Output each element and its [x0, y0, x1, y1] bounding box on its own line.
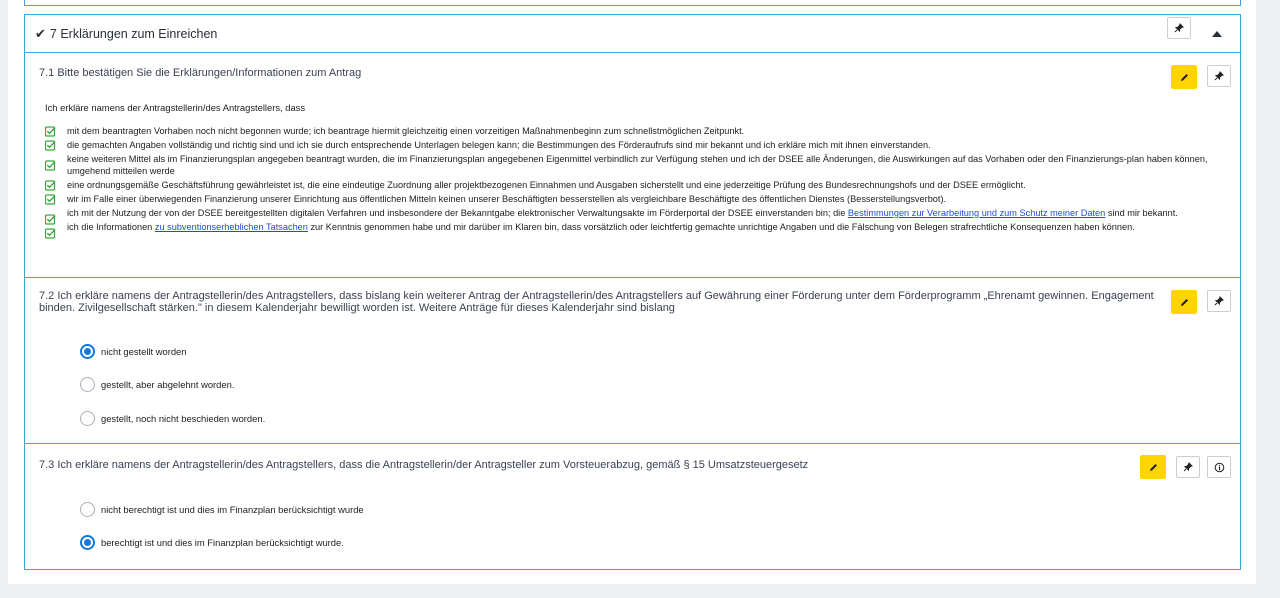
declaration-text: eine ordnungsgemäße Geschäftsführung gewährleistet ist, die eine eindeutige Zuordnung aller projektbezogenen Einnahmen und Ausgaben sicherstellt und eine jederzeitige Prüfung des Bundesrechnungshofs und der DSEE ermöglicht.	[67, 179, 1026, 190]
checkbox-checked-icon	[45, 228, 56, 239]
check-icon: ✔	[35, 26, 46, 41]
declaration-item[interactable]	[45, 222, 1235, 234]
declaration-text: mit dem beantragten Vorhaben noch nicht begonnen wurde; ich beantrage hiermit gleichzeitig einen vorzeitigen Maßnahmenbeginn zum schnellstmöglichen Zeitpunkt.	[67, 126, 745, 136]
declaration-item[interactable]	[45, 140, 1235, 152]
pencil-icon	[1179, 72, 1190, 83]
declaration-text-before: ich mit der Nutzung der von der DSEE bereitgestellten digitalen Verfahren und insbesondere der Bekanntgabe elektronischer Verwaltungsakte im Förderportal der DSEE einverstanden bin; die	[67, 207, 848, 218]
edit-button-7-1[interactable]	[1171, 65, 1197, 89]
pin-icon	[1183, 462, 1193, 472]
pencil-icon	[1179, 297, 1190, 308]
subsidy-facts-link[interactable]: zu subventionserheblichen Tatsachen	[154, 221, 308, 232]
declaration-item[interactable]	[45, 180, 1235, 192]
pin-icon	[1214, 71, 1224, 81]
collapse-button[interactable]	[1207, 27, 1227, 41]
previous-section-bottom	[24, 0, 1241, 6]
declaration-text: die gemachten Angaben vollständig und richtig sind und ich sie durch entsprechende Unterlagen belegen kann; die Bestimmungen des Förderaufrufs sind mir bekannt und ich erkläre mich mit ihnen einverstanden.	[67, 140, 931, 150]
radio-label: nicht gestellt worden	[101, 346, 187, 357]
section-title-text: 7 Erklärungen zum Einreichen	[49, 27, 218, 41]
pin-button-7-3[interactable]	[1176, 456, 1200, 478]
radio-label: gestellt, aber abgelehnt worden.	[101, 379, 235, 390]
checkbox-checked-icon	[45, 194, 56, 205]
declaration-item[interactable]	[45, 208, 1235, 220]
radio-button[interactable]	[80, 535, 95, 550]
radio-button[interactable]	[80, 344, 95, 359]
declaration-item[interactable]	[45, 194, 1235, 206]
info-button-7-3[interactable]	[1207, 456, 1231, 478]
question-7-3-title: 7.3 Ich erkläre namens der Antragstellerin/des Antragstellers, dass die Antragstellerin/der Antragsteller zum Vorsteuerabzug, gemäß § 15 Umsatzsteuergesetz	[39, 459, 809, 471]
section-title	[35, 26, 217, 42]
declaration-text-after: zur Kenntnis genommen habe und mir darüber im Klaren bin, dass vorsätzlich oder leichtfertig gemachte unrichtige Angaben und die Fälschung von Belegen strafrechtliche Konsequenzen haben können.	[307, 221, 1135, 232]
checkbox-checked-icon	[45, 180, 56, 191]
radio-button[interactable]	[80, 377, 95, 392]
edit-button-7-3[interactable]	[1140, 455, 1166, 479]
question-7-2	[25, 277, 1240, 443]
question-7-1-title: 7.1 Bitte bestätigen Sie die Erklärungen/Informationen zum Antrag	[39, 67, 362, 79]
checkbox-checked-icon	[45, 126, 56, 137]
pencil-icon	[1148, 462, 1159, 473]
radio-option-not-submitted[interactable]	[80, 344, 186, 359]
pin-icon	[1174, 23, 1184, 33]
declaration-text-before: ich die Informationen	[67, 221, 155, 232]
declaration-intro: Ich erkläre namens der Antragstellerin/des Antragstellers, dass	[45, 102, 306, 113]
radio-label: nicht berechtigt ist und dies im Finanzplan berücksichtigt wurde	[101, 504, 364, 515]
section-header[interactable]	[25, 15, 1240, 53]
radio-option-not-entitled[interactable]	[80, 502, 364, 517]
question-7-3	[25, 443, 1240, 569]
question-7-2-title: 7.2 Ich erkläre namens der Antragstellerin/des Antragstellers, dass bislang kein weiterer Antrag der Antragstellerin/des Antragstellers auf Gewährung einer Förderung unter dem Förderprogramm „Ehrenamt gewinnen. Engagement binden. Zivilgesellschaft stärken." in diesem Kalenderjahr bewilligt worden ist. Weitere Anträge für dieses Kalenderjahr sind bislang	[39, 290, 1154, 314]
radio-option-rejected[interactable]	[80, 377, 234, 392]
radio-option-entitled[interactable]	[80, 535, 344, 550]
declaration-item[interactable]	[45, 154, 1235, 177]
declaration-text-after: sind mir bekannt.	[1105, 207, 1178, 218]
radio-option-pending[interactable]	[80, 411, 265, 426]
declaration-text: wir im Falle einer überwiegenden Finanzierung unserer Einrichtung aus öffentlichen Mitteln keinen unserer Beschäftigten besserstellen als vergleichbare Beschäftigte des öffentlichen Dienstes (Besserstellungsverbot).	[67, 193, 947, 204]
info-icon	[1214, 462, 1225, 473]
pin-button-7-1[interactable]	[1207, 65, 1231, 87]
radio-label: gestellt, noch nicht beschieden worden.	[101, 413, 266, 424]
checkbox-checked-icon	[45, 160, 56, 171]
declaration-item[interactable]	[45, 126, 1235, 138]
data-protection-link[interactable]: Bestimmungen zur Verarbeitung und zum Schutz meiner Daten	[847, 207, 1106, 218]
pin-button-7-2[interactable]	[1207, 290, 1231, 312]
pin-icon	[1214, 296, 1224, 306]
pin-section-button[interactable]	[1167, 17, 1191, 39]
radio-button[interactable]	[80, 411, 95, 426]
radio-label: berechtigt ist und dies im Finanzplan berücksichtigt wurde.	[101, 537, 344, 548]
declaration-text: keine weiteren Mittel als im Finanzierungsplan angegeben beantragt wurden, die im Finanzierungsplan angegebenen Eigenmittel verbindlich zur Verfügung stehen und ich der DSEE alle Änderungen, die Auswirkungen auf das Vorhaben oder den Finanzierungs-plan haben können, umgehend mitteilen werde	[67, 154, 1208, 176]
caret-up-icon	[1212, 31, 1222, 37]
radio-button[interactable]	[80, 502, 95, 517]
edit-button-7-2[interactable]	[1171, 290, 1197, 314]
declaration-list	[45, 126, 1235, 236]
checkbox-checked-icon	[45, 140, 56, 151]
section-erklaerungen	[24, 14, 1241, 570]
